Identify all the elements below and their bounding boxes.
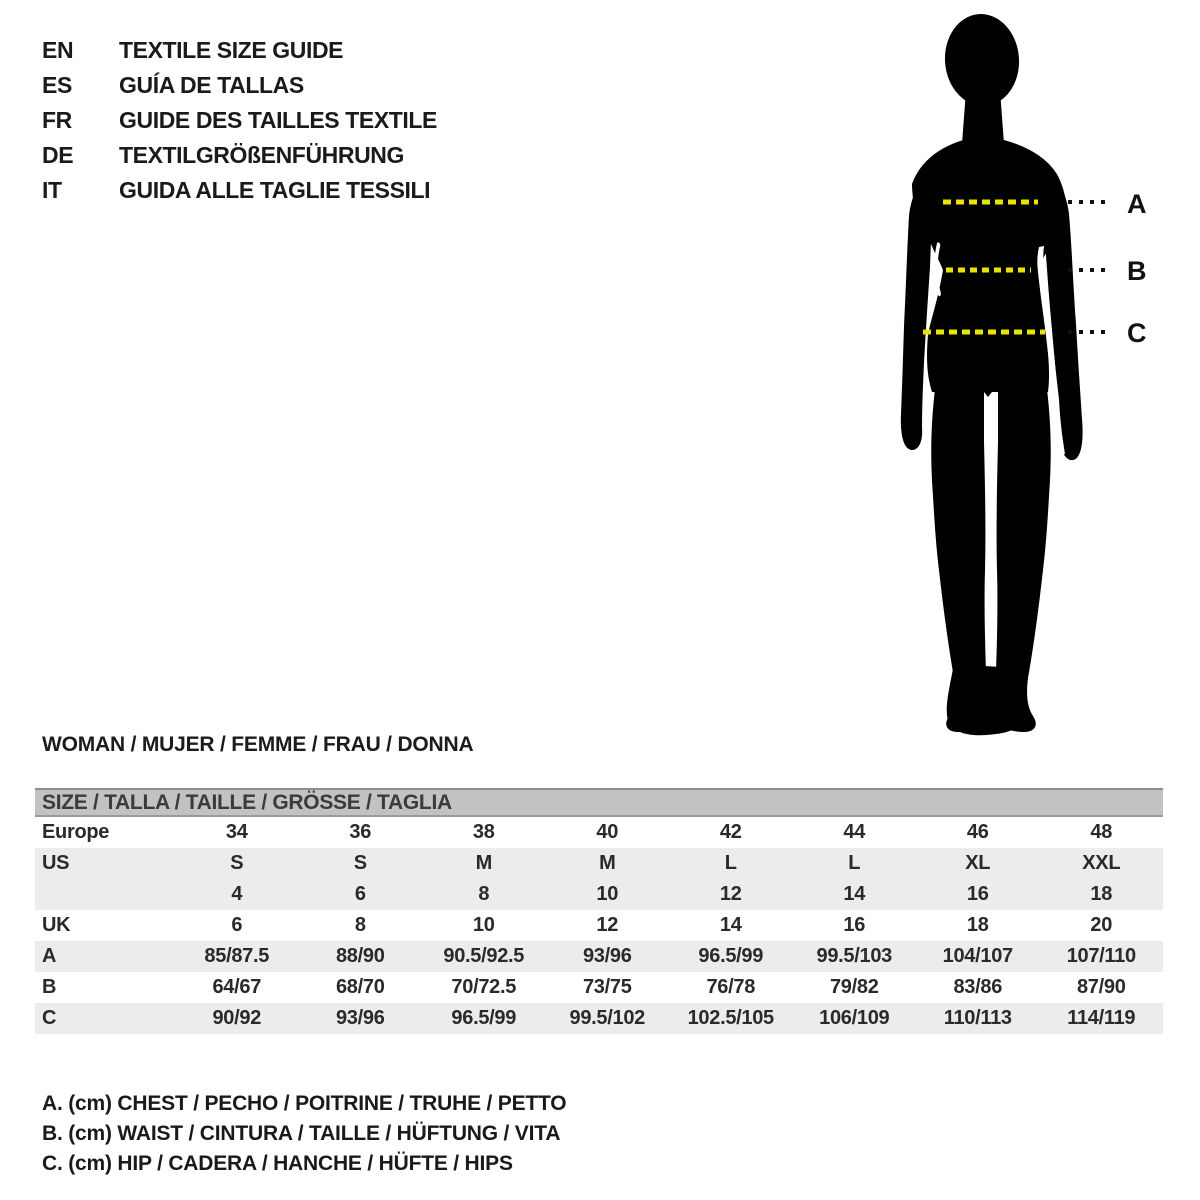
section-title-woman: WOMAN / MUJER / FEMME / FRAU / DONNA	[42, 733, 474, 756]
lang-row-es	[42, 68, 437, 103]
table-cell: L	[848, 852, 861, 874]
table-cell: 14	[843, 883, 866, 905]
table-cell: XL	[965, 852, 991, 874]
table-cell: S	[230, 852, 244, 874]
row-label: B	[42, 976, 57, 998]
table-cell: 90/92	[212, 1007, 262, 1029]
table-cell: 36	[349, 821, 372, 843]
row-label: Europe	[42, 821, 110, 843]
table-cell: 76/78	[706, 976, 756, 998]
size-table-header: SIZE / TALLA / TAILLE / GRÖSSE / TAGLIA	[35, 788, 1163, 817]
legend-line-waist: B. (cm) WAIST / CINTURA / TAILLE / HÜFTUNG / VITA	[42, 1122, 561, 1145]
table-cell: 20	[1090, 914, 1113, 936]
legend-line-hip: C. (cm) HIP / CADERA / HANCHE / HÜFTE / HIPS	[42, 1152, 513, 1175]
table-cell: 87/90	[1076, 976, 1126, 998]
lang-row-it	[42, 173, 437, 208]
table-cell: 85/87.5	[204, 945, 270, 967]
lang-row-fr	[42, 103, 437, 138]
lang-row-de	[42, 138, 437, 173]
table-cell: 6	[231, 914, 243, 936]
table-cell: 99.5/102	[569, 1007, 645, 1029]
table-cell: 46	[966, 821, 989, 843]
table-cell: 102.5/105	[687, 1007, 774, 1029]
table-cell: 93/96	[335, 1007, 385, 1029]
table-cell: 96.5/99	[698, 945, 764, 967]
table-cell: 83/86	[953, 976, 1003, 998]
table-cell: 8	[354, 914, 366, 936]
table-cell: XXL	[1082, 852, 1121, 874]
table-cell: 70/72.5	[451, 976, 517, 998]
table-cell: 40	[596, 821, 619, 843]
lang-code: ES	[42, 72, 72, 98]
lang-label: GUIDE DES TAILLES TEXTILE	[119, 107, 437, 133]
table-cell: 48	[1090, 821, 1113, 843]
table-cell: 106/109	[819, 1007, 890, 1029]
woman-silhouette	[888, 4, 1118, 744]
table-row-uk	[35, 910, 1163, 941]
table-cell: 44	[843, 821, 866, 843]
table-cell: 90.5/92.5	[443, 945, 525, 967]
lang-code: DE	[42, 142, 74, 168]
table-cell: 16	[843, 914, 866, 936]
table-cell: 107/110	[1066, 945, 1136, 967]
table-cell: 6	[354, 883, 366, 905]
table-cell: 104/107	[942, 945, 1013, 967]
row-label: A	[42, 945, 57, 967]
measurement-legend	[42, 1089, 566, 1179]
table-row-us	[35, 848, 1163, 879]
left-wrist-gap	[924, 392, 931, 432]
table-cell: 64/67	[212, 976, 262, 998]
table-cell: 110/113	[943, 1007, 1012, 1029]
table-cell: 93/96	[582, 945, 632, 967]
lang-code: IT	[42, 177, 62, 203]
table-cell: 96.5/99	[451, 1007, 517, 1029]
table-cell: 4	[231, 883, 243, 905]
table-cell: 73/75	[582, 976, 632, 998]
table-row-hip-c	[35, 1003, 1163, 1034]
table-cell: 114/119	[1067, 1007, 1136, 1029]
lang-label: GUÍA DE TALLAS	[119, 72, 304, 98]
lang-code: FR	[42, 107, 72, 133]
table-cell: 12	[596, 914, 619, 936]
table-cell: 38	[472, 821, 495, 843]
table-cell: 8	[478, 883, 490, 905]
table-cell: 16	[966, 883, 989, 905]
table-cell: 10	[596, 883, 619, 905]
table-cell: 88/90	[335, 945, 385, 967]
silhouette-feet	[947, 664, 1023, 735]
legend-line-chest: A. (cm) CHEST / PECHO / POITRINE / TRUHE / PETTO	[42, 1092, 567, 1115]
row-label: UK	[42, 914, 71, 936]
table-cell: 42	[719, 821, 742, 843]
lang-row-en	[42, 33, 437, 68]
language-title-list	[42, 33, 437, 208]
measure-label-c: C	[1127, 318, 1147, 348]
table-row-us-numeric	[35, 879, 1163, 910]
table-row-waist-b	[35, 972, 1163, 1003]
table-cell: 14	[719, 914, 742, 936]
table-cell: 18	[966, 914, 989, 936]
measure-label-b: B	[1127, 256, 1147, 286]
lang-label: GUIDA ALLE TAGLIE TESSILI	[119, 177, 431, 203]
table-cell: 99.5/103	[816, 945, 892, 967]
table-cell: L	[724, 852, 737, 874]
table-row-chest-a	[35, 941, 1163, 972]
table-cell: 68/70	[335, 976, 385, 998]
silhouette-neck	[962, 90, 1004, 144]
table-cell: M	[475, 852, 492, 874]
measure-label-a: A	[1127, 189, 1147, 219]
size-table	[35, 788, 1163, 1034]
table-cell: 18	[1090, 883, 1113, 905]
lang-label: TEXTILE SIZE GUIDE	[119, 37, 344, 63]
table-cell: 10	[472, 914, 495, 936]
table-row-europe	[35, 817, 1163, 848]
lang-label: TEXTILGRÖßENFÜHRUNG	[119, 142, 404, 168]
row-label: US	[42, 852, 70, 874]
table-cell: 79/82	[829, 976, 879, 998]
table-cell: 12	[719, 883, 742, 905]
table-cell: 34	[225, 821, 248, 843]
row-label: C	[42, 1007, 57, 1029]
lang-code: EN	[42, 37, 74, 63]
table-cell: S	[353, 852, 367, 874]
table-cell: M	[599, 852, 616, 874]
